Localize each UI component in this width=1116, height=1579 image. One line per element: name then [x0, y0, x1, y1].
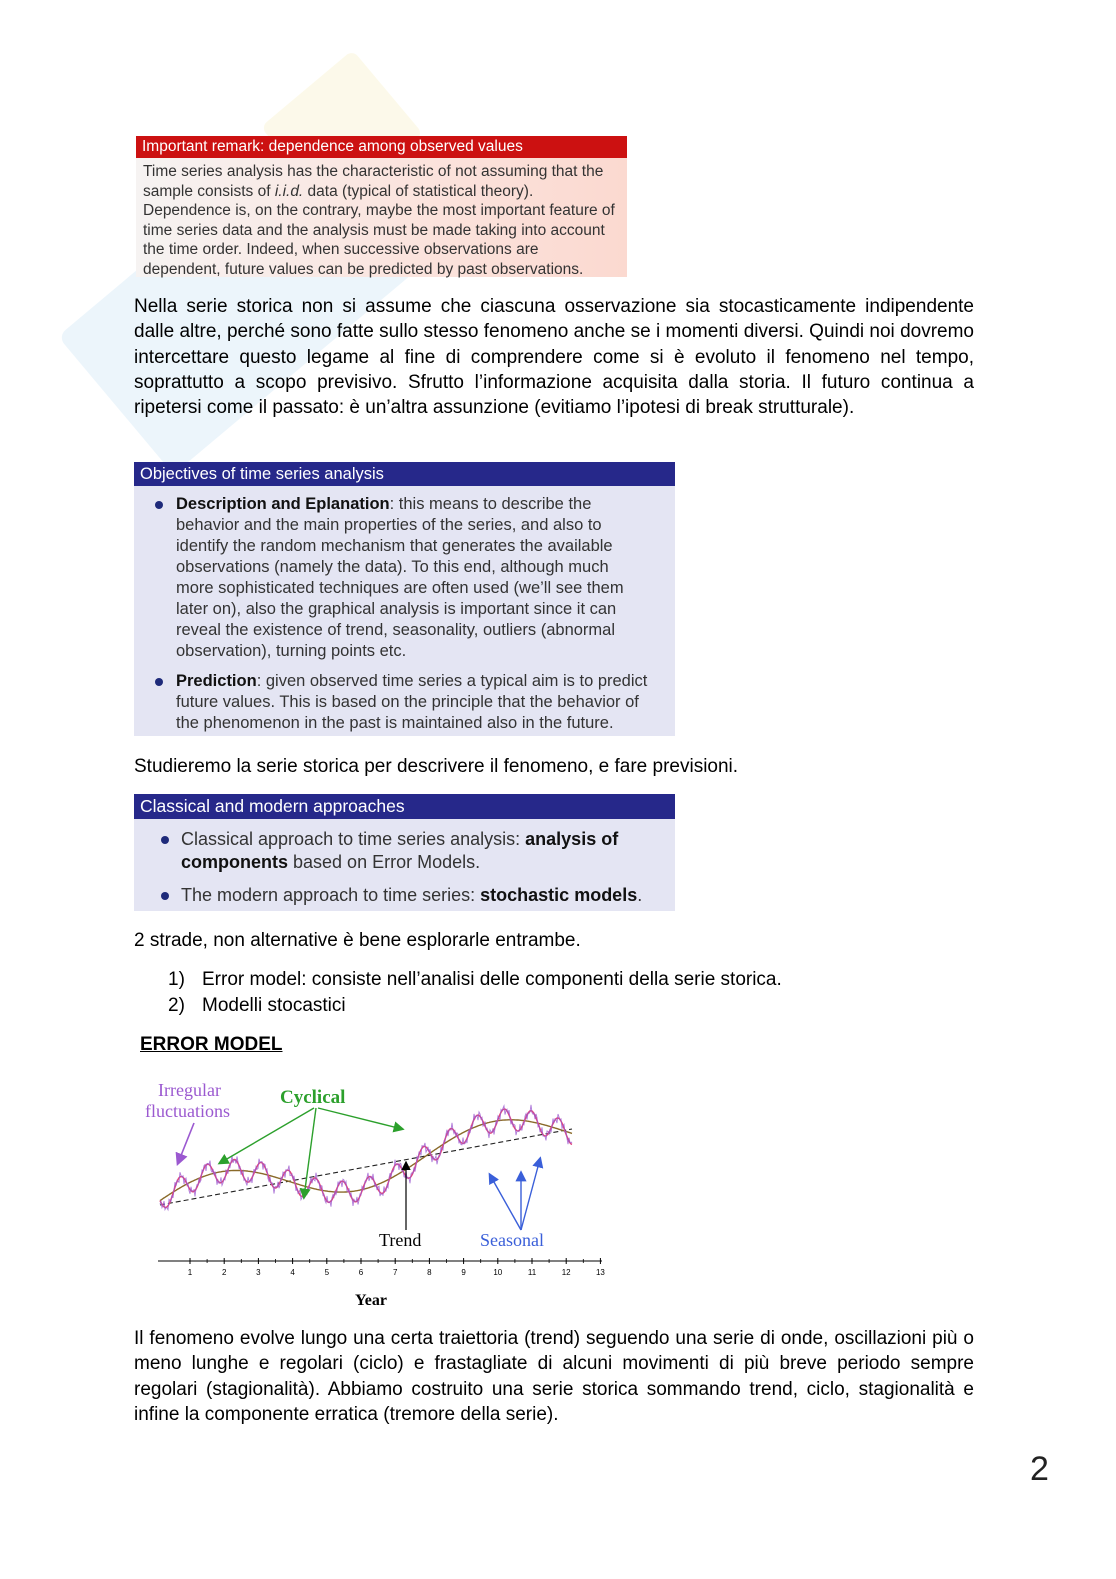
- x-tick-label: 4: [290, 1268, 295, 1277]
- x-tick-label: 13: [595, 1268, 605, 1277]
- x-tick-label: 8: [427, 1268, 432, 1277]
- bullet-icon: [155, 678, 163, 686]
- remark-line: sample consists of i.i.d. data (typical of statistical theory).: [143, 182, 534, 200]
- approach-item-classical: Classical approach to time series analysis: analysis of components based on Error Models.: [134, 828, 675, 874]
- cyclical-arrow-3: [318, 1108, 402, 1129]
- objective-line: future values. This is based on the principle that the behavior of: [176, 693, 639, 711]
- remark-line: Time series analysis has the characteristic of not assuming that the: [143, 163, 604, 180]
- objective-line: later on), also the graphical analysis is important since it can: [176, 600, 617, 618]
- bullet-icon: [161, 892, 169, 900]
- approach-item-modern: The modern approach to time series: stochastic models.: [134, 884, 675, 907]
- x-axis-label: Year: [355, 1292, 387, 1309]
- irregular-arrow: [178, 1123, 194, 1163]
- watermark-logo: [30, 40, 500, 520]
- x-tick-label: 1: [187, 1268, 193, 1277]
- objectives-box-body: [134, 486, 675, 736]
- approaches-box-title: Classical and modern approaches: [134, 794, 675, 819]
- approaches-box-body: [134, 819, 675, 911]
- remark-line: Dependence is, on the contrary, maybe the most important feature of: [143, 202, 615, 219]
- objective-line: observations (namely the data). To this end, although much: [176, 558, 609, 576]
- x-tick-label: 10: [493, 1268, 503, 1277]
- objective-item-description: [134, 494, 675, 662]
- objective-line: Prediction: given observed time series a typical aim is to predict: [176, 672, 648, 690]
- objective-line: reveal the existence of trend, seasonality, outliers (abnormal: [176, 621, 616, 639]
- remark-line: dependent, future values can be predicted by past observations.: [143, 260, 584, 278]
- remark-box: [136, 136, 627, 277]
- label-trend: Trend: [379, 1230, 422, 1250]
- cyclical-curve: [160, 1120, 572, 1201]
- x-tick-label: 5: [324, 1268, 330, 1277]
- remark-line: time series data and the analysis must be made taking into account: [143, 221, 605, 239]
- x-tick-label: 2: [221, 1268, 227, 1277]
- paragraph-two-ways: 2 strade, non alternative è bene esplorarle entrambe.: [134, 930, 581, 951]
- x-tick-label: 9: [461, 1268, 466, 1277]
- paragraph-components: Il fenomeno evolve lungo una certa traiettoria (trend) seguendo una serie di onde, oscillazioni più o meno lunghe e regolari (ciclo) e frastagliate di alcuni movimenti di più breve periodo sempre regolari (stagionalità). Abbiamo costruito una serie storica sommando trend, ciclo, stagionalità e infine la componente erratica (tremore della serie).: [134, 1328, 974, 1425]
- objective-item-prediction: [134, 671, 675, 734]
- objective-line: identify the random mechanism that generates the available: [176, 537, 613, 555]
- approaches-box: [134, 794, 675, 911]
- objective-line: Description and Eplanation: this means to describe the: [176, 495, 592, 513]
- seasonal-arrow-3: [521, 1159, 540, 1230]
- trend-line: [160, 1129, 572, 1205]
- x-tick-label: 6: [358, 1268, 364, 1277]
- objectives-box-title: Objectives of time series analysis: [134, 462, 675, 486]
- objective-line: more sophisticated techniques are often used (we’ll see them: [176, 579, 624, 597]
- objectives-box: [134, 462, 675, 736]
- bullet-icon: [161, 836, 169, 844]
- x-tick-label: 7: [392, 1268, 398, 1277]
- label-cyclical: Cyclical: [280, 1087, 346, 1108]
- approaches-list: [168, 967, 968, 1019]
- label-irregular-line1: Irregular: [158, 1080, 221, 1100]
- paragraph-objectives: Studieremo la serie storica per descrivere il fenomeno, e fare previsioni.: [134, 756, 739, 777]
- bullet-icon: [155, 501, 163, 509]
- list-item: 1) Error model: consiste nell’analisi delle componenti della serie storica.: [168, 969, 782, 990]
- label-seasonal: Seasonal: [480, 1230, 544, 1250]
- objective-line: behavior and the main properties of the series, and also to: [176, 516, 602, 534]
- paragraph-dependence: Nella serie storica non si assume che ciascuna osservazione sia stocasticamente indipendente dalle altre, perché sono fatte sullo stesso fenomeno anche se i momenti diversi. Quindi noi dovremo intercettare questo legame al fine di comprendere come si è evoluto il fenomeno nel tempo, soprattutto a scopo previsivo. Sfrutto l’informazione acquisita dalla storia. Il futuro continua a ripetersi come il passato: è un’altra assunzione (evitiamo l’ipotesi di break strutturale).: [134, 296, 974, 419]
- list-item: 2) Modelli stocastici: [168, 995, 346, 1016]
- remark-box-title: Important remark: dependence among observed values: [136, 136, 627, 158]
- error-model-figure: [140, 1075, 620, 1315]
- label-irregular-line2: fluctuations: [145, 1101, 230, 1121]
- page-number: 2: [1030, 1450, 1049, 1488]
- remark-line: the time order. Indeed, when successive observations are: [143, 241, 539, 258]
- objective-line: observation), turning points etc.: [176, 642, 407, 660]
- seasonal-arrow-1: [490, 1175, 521, 1230]
- time-series-curve: [160, 1109, 572, 1207]
- objective-line: the phenomenon in the past is maintained also in the future.: [176, 714, 614, 732]
- section-heading: ERROR MODEL: [140, 1034, 283, 1055]
- remark-box-body: [136, 158, 627, 277]
- x-tick-label: 12: [561, 1268, 571, 1277]
- cyclical-arrow-1: [220, 1108, 314, 1163]
- x-tick-label: 3: [256, 1268, 261, 1277]
- x-tick-label: 11: [527, 1268, 537, 1277]
